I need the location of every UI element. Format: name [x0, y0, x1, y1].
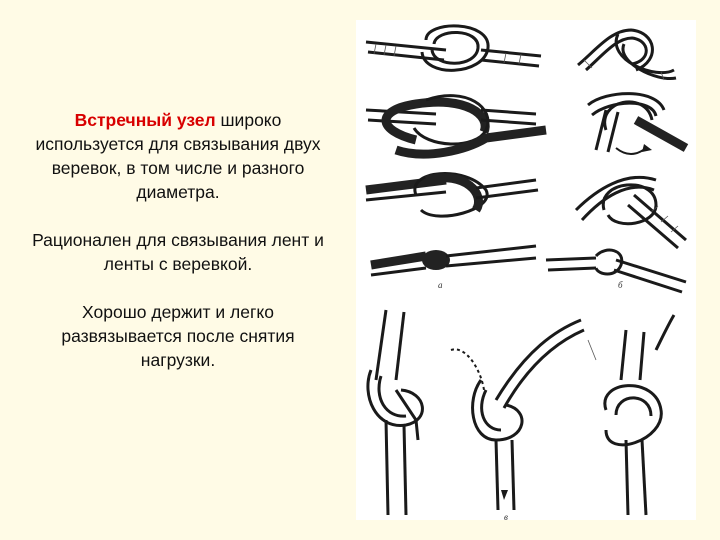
label-a: а: [438, 280, 443, 290]
usage-text: широко используется для связывания двух веревок, в том числе и разного диаметра.: [35, 110, 321, 202]
step-b-drawing: [546, 250, 686, 292]
step-c2-drawing: [451, 320, 584, 510]
step-a2-drawing: [366, 96, 546, 154]
step-a1-drawing: [366, 26, 541, 70]
paragraph-usage: [28, 108, 328, 204]
paragraph-tapes: Рационален для связывания лент и ленты с веревкой.: [32, 230, 324, 274]
label-b: б: [618, 280, 623, 290]
paragraph-holding: Хорошо держит и легко развязывается после снятия нагрузки.: [61, 302, 295, 370]
step-c1-drawing: [368, 310, 423, 515]
step-a4-drawing: [371, 246, 536, 290]
knot-name: Встречный узел: [74, 110, 216, 130]
step-a3-right-drawing: [576, 177, 686, 248]
step-a2-right-drawing: [588, 94, 686, 154]
label-c: в: [504, 512, 508, 520]
description-text: [28, 108, 328, 396]
step-c3-drawing: [504, 315, 674, 520]
knot-steps-drawing: [356, 20, 696, 520]
step-a1-right-drawing: [578, 30, 676, 80]
knot-illustration: [356, 20, 696, 520]
step-a3-drawing: [366, 174, 538, 217]
